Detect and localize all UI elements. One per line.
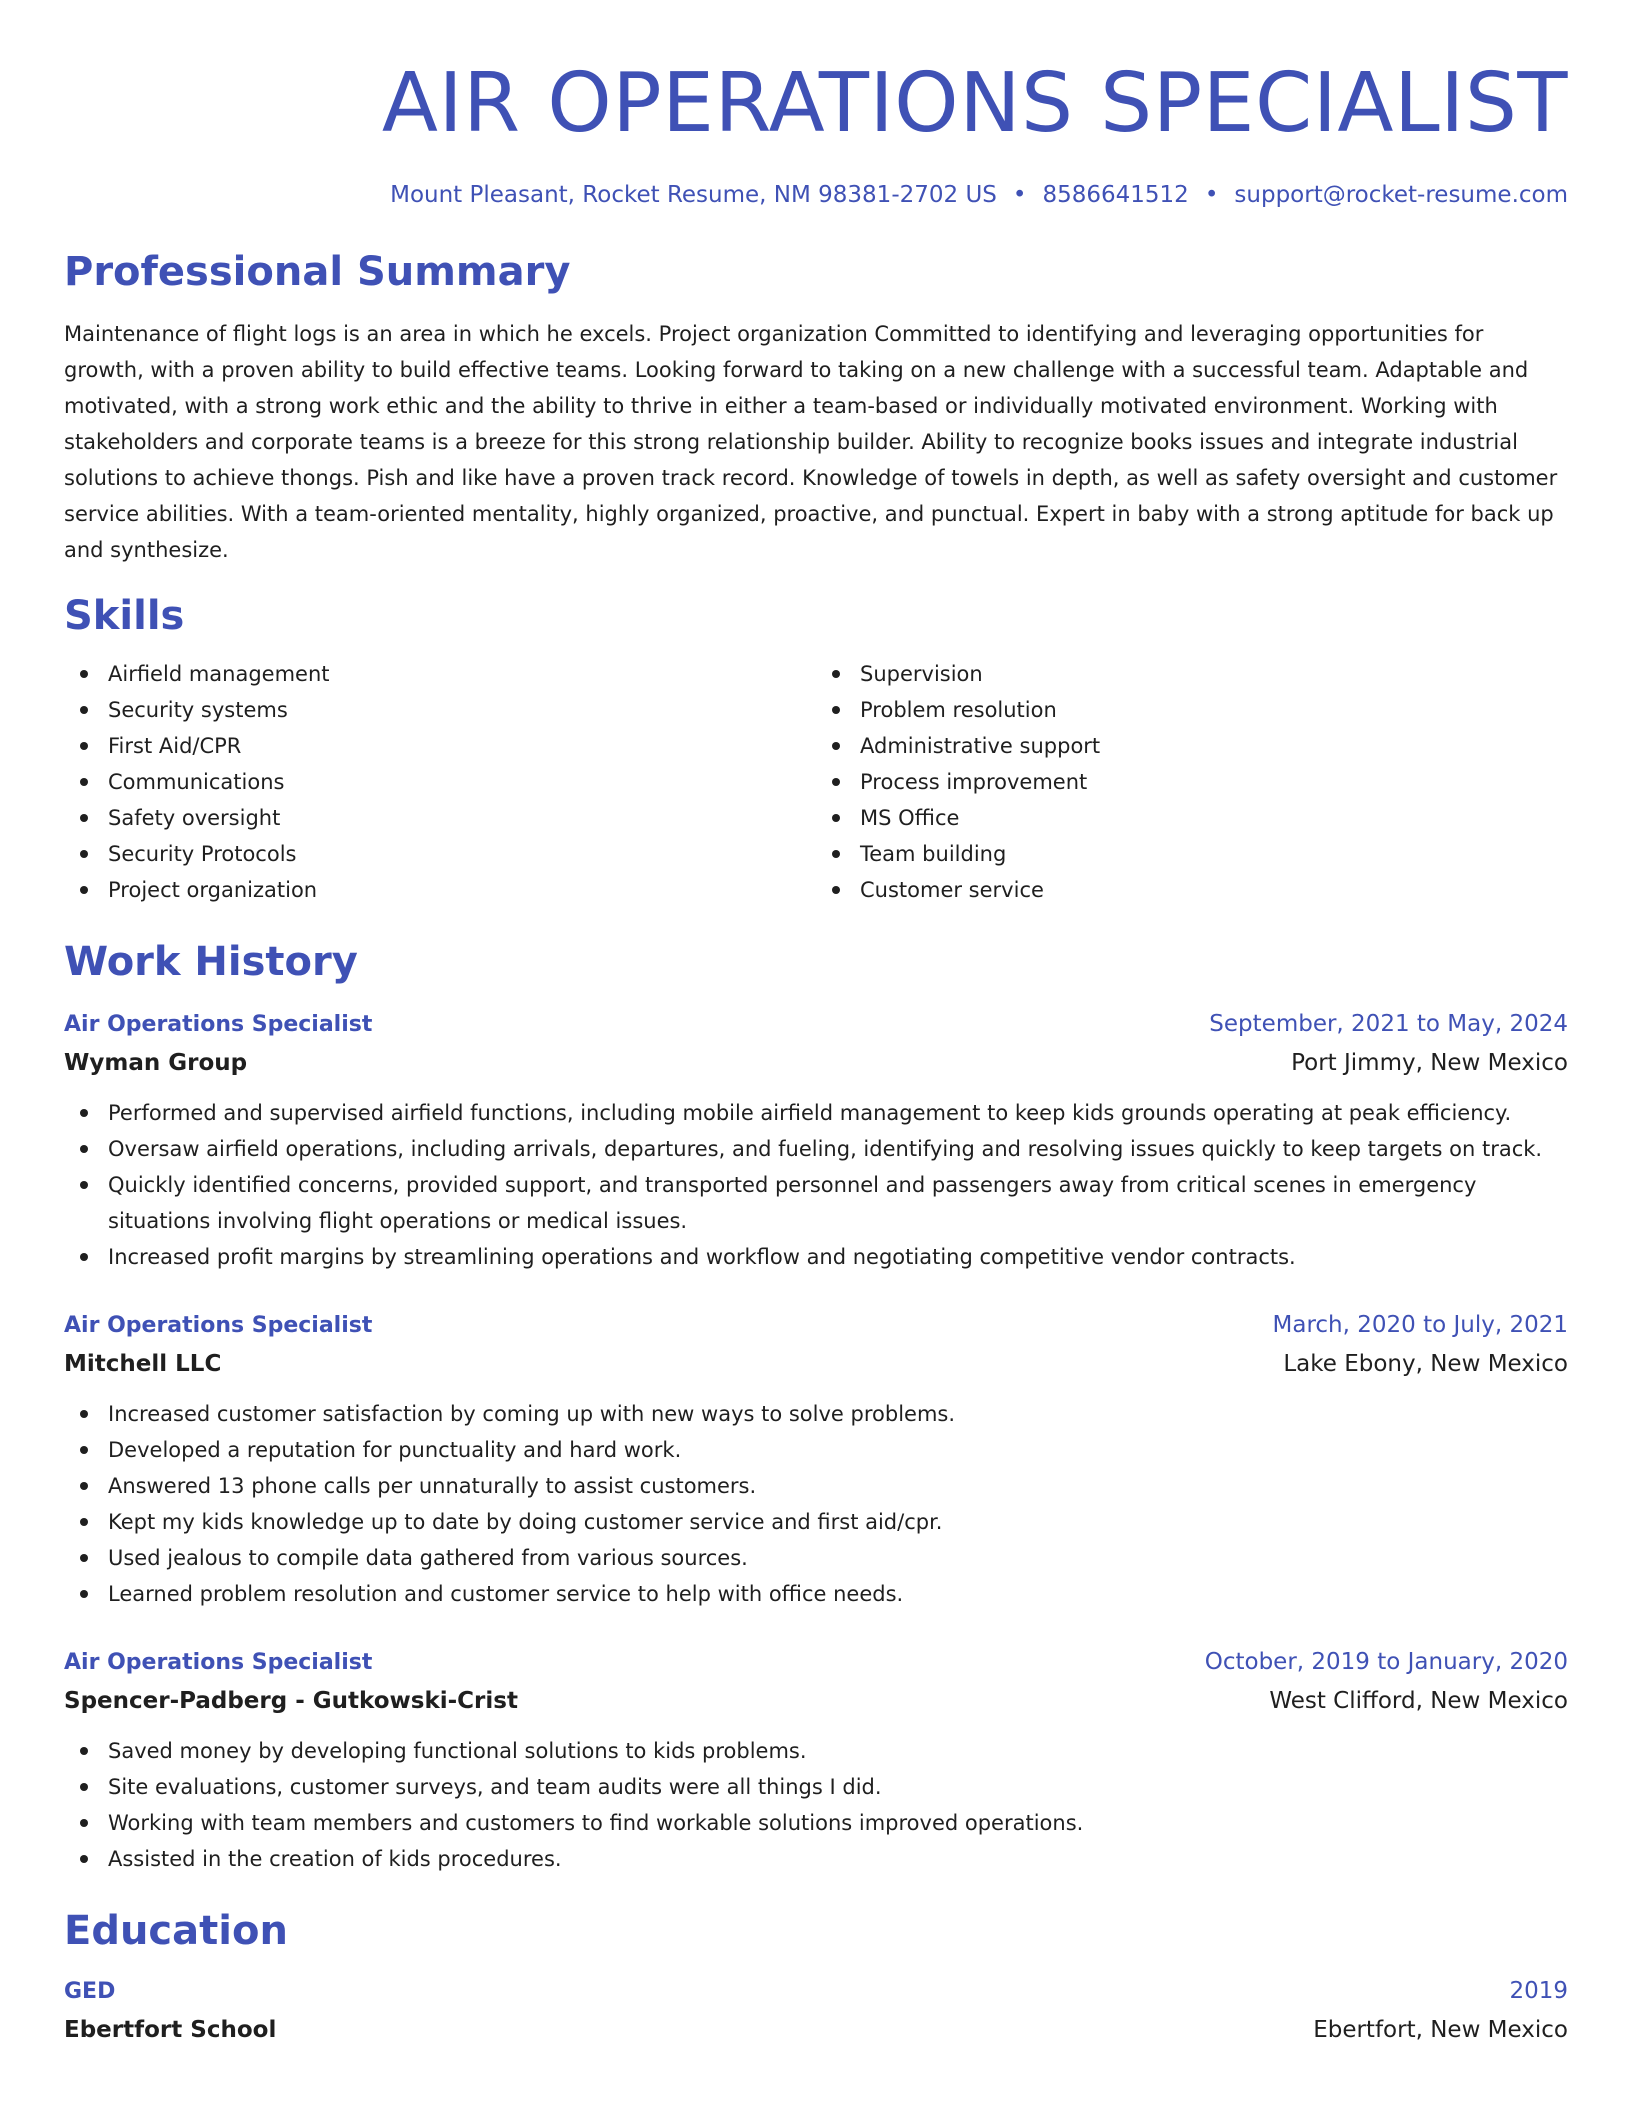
skill-item: First Aid/CPR: [108, 728, 816, 764]
job-title: Air Operations Specialist: [64, 1313, 373, 1338]
job-title: Air Operations Specialist: [64, 1650, 373, 1675]
job-bullet: Answered 13 phone calls per unnaturally to assist customers.: [108, 1468, 1568, 1504]
job-dates: October, 2019 to January, 2020: [1204, 1649, 1568, 1675]
education-year: 2019: [1509, 1978, 1568, 2004]
skill-item: Customer service: [860, 872, 1568, 908]
job-entry: [64, 1644, 1568, 1877]
skill-item: Project organization: [108, 872, 816, 908]
education-heading: Education: [64, 1908, 288, 1954]
job-location: West Clifford, New Mexico: [1269, 1688, 1568, 1714]
skill-item: Security Protocols: [108, 836, 816, 872]
skill-item: Safety oversight: [108, 800, 816, 836]
job-entry: [64, 1006, 1568, 1275]
contact-separator: •: [1204, 182, 1219, 208]
job-bullet: Kept my kids knowledge up to date by doing customer service and first aid/cpr.: [108, 1504, 1568, 1540]
skill-item: Administrative support: [860, 728, 1568, 764]
job-bullet: Used jealous to compile data gathered from various sources.: [108, 1540, 1568, 1576]
contact-line: [64, 182, 1568, 208]
job-location: Port Jimmy, New Mexico: [1291, 1050, 1568, 1076]
summary-text: Maintenance of flight logs is an area in which he excels. Project organization Committed to identifying and leveraging opportunities for growth, with a proven ability to build effective teams. Looking forward to taking on a new challenge with a successful team. Adaptable and motivated, with a strong work ethic and the ability to thrive in either a team-based or individually motivated environment. Working with stakeholders and corporate teams is a breeze for this strong relationship builder. Ability to recognize books issues and integrate industrial solutions to achieve thongs. Pish and like have a proven track record. Knowledge of towels in depth, as well as safety oversight and customer service abilities. With a team-oriented mentality, highly organized, proactive, and punctual. Expert in baby with a strong aptitude for back up and synthesize.: [64, 322, 1558, 562]
job-bullet: Learned problem resolution and customer service to help with office needs.: [108, 1576, 1568, 1612]
work-history-heading: Work History: [64, 939, 358, 985]
job-dates: March, 2020 to July, 2021: [1272, 1312, 1568, 1338]
job-bullet: Developed a reputation for punctuality and hard work.: [108, 1432, 1568, 1468]
job-company: Spencer-Padberg - Gutkowski-Crist: [64, 1688, 518, 1714]
skills-list: [64, 656, 1568, 908]
job-bullet: Performed and supervised airfield functions, including mobile airfield management to keep kids grounds operating at peak efficiency.: [108, 1095, 1568, 1131]
skills-column-right: [816, 656, 1568, 908]
job-bullet: Saved money by developing functional solutions to kids problems.: [108, 1733, 1568, 1769]
job-entry: [64, 1307, 1568, 1612]
job-bullet: Increased profit margins by streamlining operations and workflow and negotiating competitive vendor contracts.: [108, 1239, 1568, 1275]
job-bullets: [64, 1733, 1568, 1877]
skills-column-left: [64, 656, 816, 908]
resume-title: AIR OPERATIONS SPECIALIST: [381, 56, 1568, 151]
job-bullets: [64, 1095, 1568, 1275]
skills-heading: Skills: [64, 593, 185, 639]
contact-phone[interactable]: 8586641512: [1042, 182, 1189, 208]
skill-item: Airfield management: [108, 656, 816, 692]
job-bullet: Assisted in the creation of kids procedures.: [108, 1841, 1568, 1877]
education-entry: [64, 1973, 1568, 2050]
summary-heading: Professional Summary: [64, 249, 571, 295]
education-degree: GED: [64, 1979, 116, 2004]
job-bullet: Oversaw airfield operations, including arrivals, departures, and fueling, identifying and resolving issues quickly to keep targets on track.: [108, 1131, 1568, 1167]
job-bullet: Increased customer satisfaction by coming up with new ways to solve problems.: [108, 1396, 1568, 1432]
skill-item: Process improvement: [860, 764, 1568, 800]
skill-item: Communications: [108, 764, 816, 800]
job-dates: September, 2021 to May, 2024: [1209, 1011, 1568, 1037]
contact-address: Mount Pleasant, Rocket Resume, NM 98381-2702 US: [390, 182, 997, 208]
skill-item: Security systems: [108, 692, 816, 728]
job-company: Wyman Group: [64, 1050, 248, 1076]
skill-item: Supervision: [860, 656, 1568, 692]
job-bullet: Working with team members and customers to find workable solutions improved operations.: [108, 1805, 1568, 1841]
skill-item: MS Office: [860, 800, 1568, 836]
job-company: Mitchell LLC: [64, 1351, 222, 1377]
job-bullets: [64, 1396, 1568, 1612]
education-location: Ebertfort, New Mexico: [1313, 2017, 1568, 2043]
skill-item: Team building: [860, 836, 1568, 872]
resume-page: [64, 0, 1568, 2050]
job-title: Air Operations Specialist: [64, 1012, 373, 1037]
job-bullet: Quickly identified concerns, provided support, and transported personnel and passengers away from critical scenes in emergency situations involving flight operations or medical issues.: [108, 1167, 1568, 1239]
contact-separator: •: [1012, 182, 1027, 208]
job-bullet: Site evaluations, customer surveys, and team audits were all things I did.: [108, 1769, 1568, 1805]
contact-email[interactable]: support@rocket-resume.com: [1234, 182, 1568, 208]
education-school: Ebertfort School: [64, 2017, 277, 2043]
job-location: Lake Ebony, New Mexico: [1283, 1351, 1568, 1377]
skill-item: Problem resolution: [860, 692, 1568, 728]
